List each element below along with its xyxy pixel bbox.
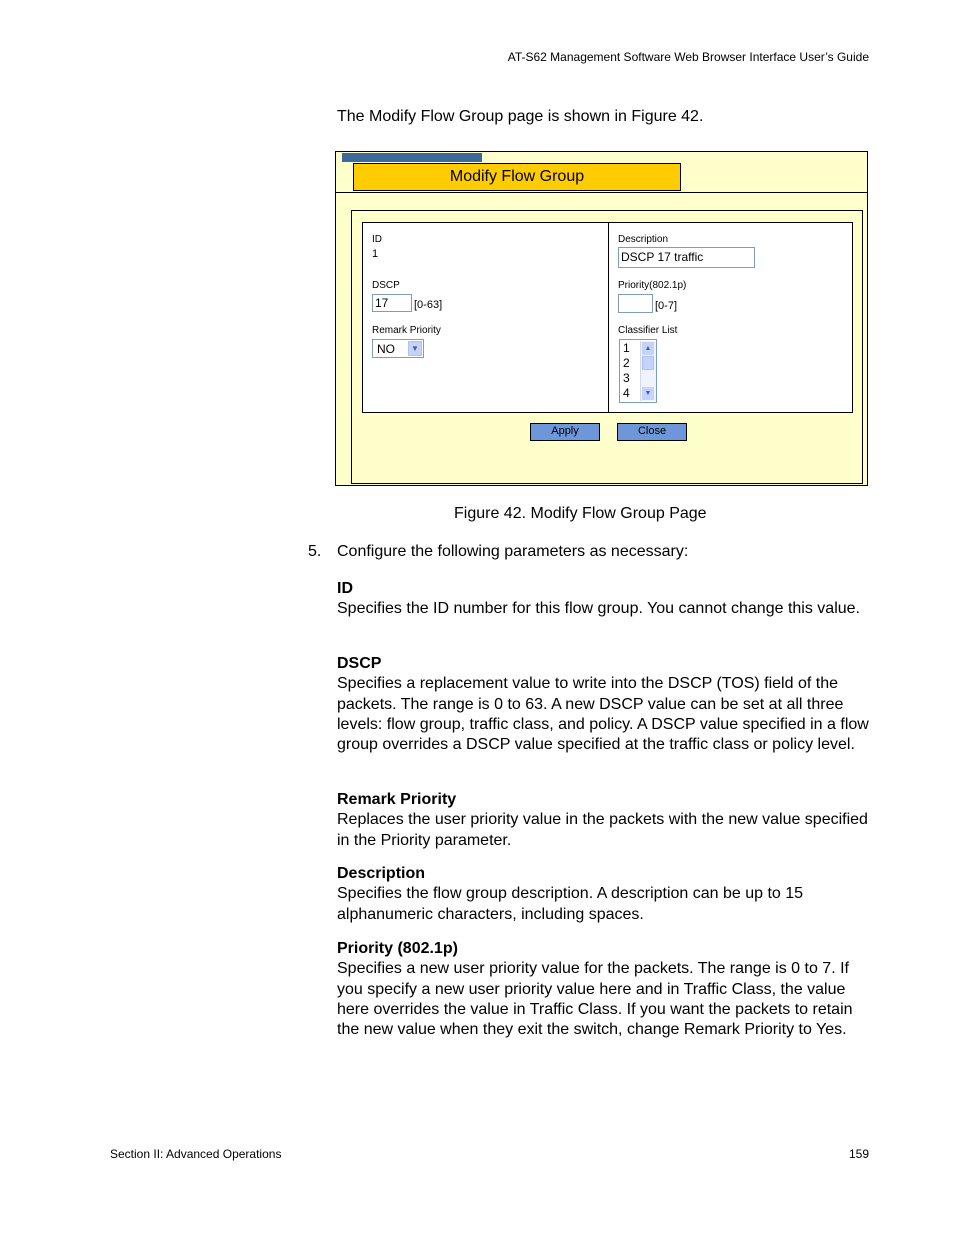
classifier-list-label: Classifier List [618,325,678,336]
param-remark-priority [337,790,877,851]
priority-label: Priority(802.1p) [618,280,687,291]
dscp-label: DSCP [372,280,400,291]
chevron-up-icon[interactable]: ▲ [642,342,654,355]
scrollbar[interactable] [640,341,656,401]
classifier-items [623,341,630,401]
remark-priority-label: Remark Priority [372,325,441,336]
param-description [337,864,877,925]
close-button[interactable]: Close [617,423,687,441]
param-name: ID [337,580,353,597]
apply-button[interactable]: Apply [530,423,600,441]
list-item[interactable]: 1 [623,341,630,355]
step-number: 5. [308,543,322,560]
param-desc: Specifies a replacement value to write into the DSCP (TOS) field of the packets. The range is 0 to 63. A new DSCP value can be set at all three levels: flow group, traffic class, and policy. A DSCP value specified in a flow group overrides a DSCP value specified at the traffic class or policy level. [337,675,869,754]
list-item[interactable]: 2 [623,356,630,370]
figure-divider-line [336,192,867,193]
param-name: Remark Priority [337,791,457,808]
param-desc: Replaces the user priority value in the packets with the new value specified in the Priority parameter. [337,811,868,849]
scrollbar-thumb[interactable] [642,356,654,370]
remark-priority-select[interactable] [372,339,424,358]
dscp-input[interactable]: 17 [372,294,412,312]
form-column-divider [608,223,609,412]
step-text: Configure the following parameters as necessary: [337,543,689,560]
param-name: Priority (802.1p) [337,940,458,957]
list-item[interactable]: 4 [623,386,630,400]
intro-text: The Modify Flow Group page is shown in Figure 42. [337,108,704,125]
list-item[interactable]: 3 [623,371,630,385]
param-name: Description [337,865,426,882]
param-id [337,579,877,620]
chevron-down-icon[interactable]: ▼ [642,387,654,400]
remark-priority-value: NO [377,342,395,356]
figure-modify-flow-group [335,151,868,486]
param-priority [337,939,877,1040]
param-name: DSCP [337,655,382,672]
priority-input[interactable] [618,294,653,313]
id-value: 1 [372,248,379,260]
footer-section: Section II: Advanced Operations [110,1147,282,1161]
page-number: 159 [849,1147,870,1161]
description-label: Description [618,234,669,245]
description-input[interactable]: DSCP 17 traffic [618,247,755,268]
figure-caption: Figure 42. Modify Flow Group Page [454,505,707,522]
chevron-down-icon[interactable]: ▼ [408,341,422,356]
figure-form-panel [351,210,863,484]
figure-form-table [362,222,853,413]
id-label: ID [372,234,382,245]
param-desc: Specifies a new user priority value for the packets. The range is 0 to 7. If you specify a new user priority value here and in Traffic Class, the value here overrides the value in Traffic Class. If you want the packets to retain the new value when they exit the switch, change Remark Priority to Yes. [337,960,853,1039]
param-desc: Specifies the flow group description. A description can be up to 15 alphanumeric characters, including spaces. [337,885,804,923]
running-header: AT-S62 Management Software Web Browser Interface User’s Guide [507,50,869,64]
dscp-range: [0-63] [414,299,443,311]
figure-tab-strip [342,153,482,162]
param-desc: Specifies the ID number for this flow group. You cannot change this value. [337,600,860,618]
figure-page-title: Modify Flow Group [353,163,681,191]
priority-range: [0-7] [655,300,678,312]
classifier-listbox[interactable] [619,339,657,403]
param-dscp [337,654,877,755]
